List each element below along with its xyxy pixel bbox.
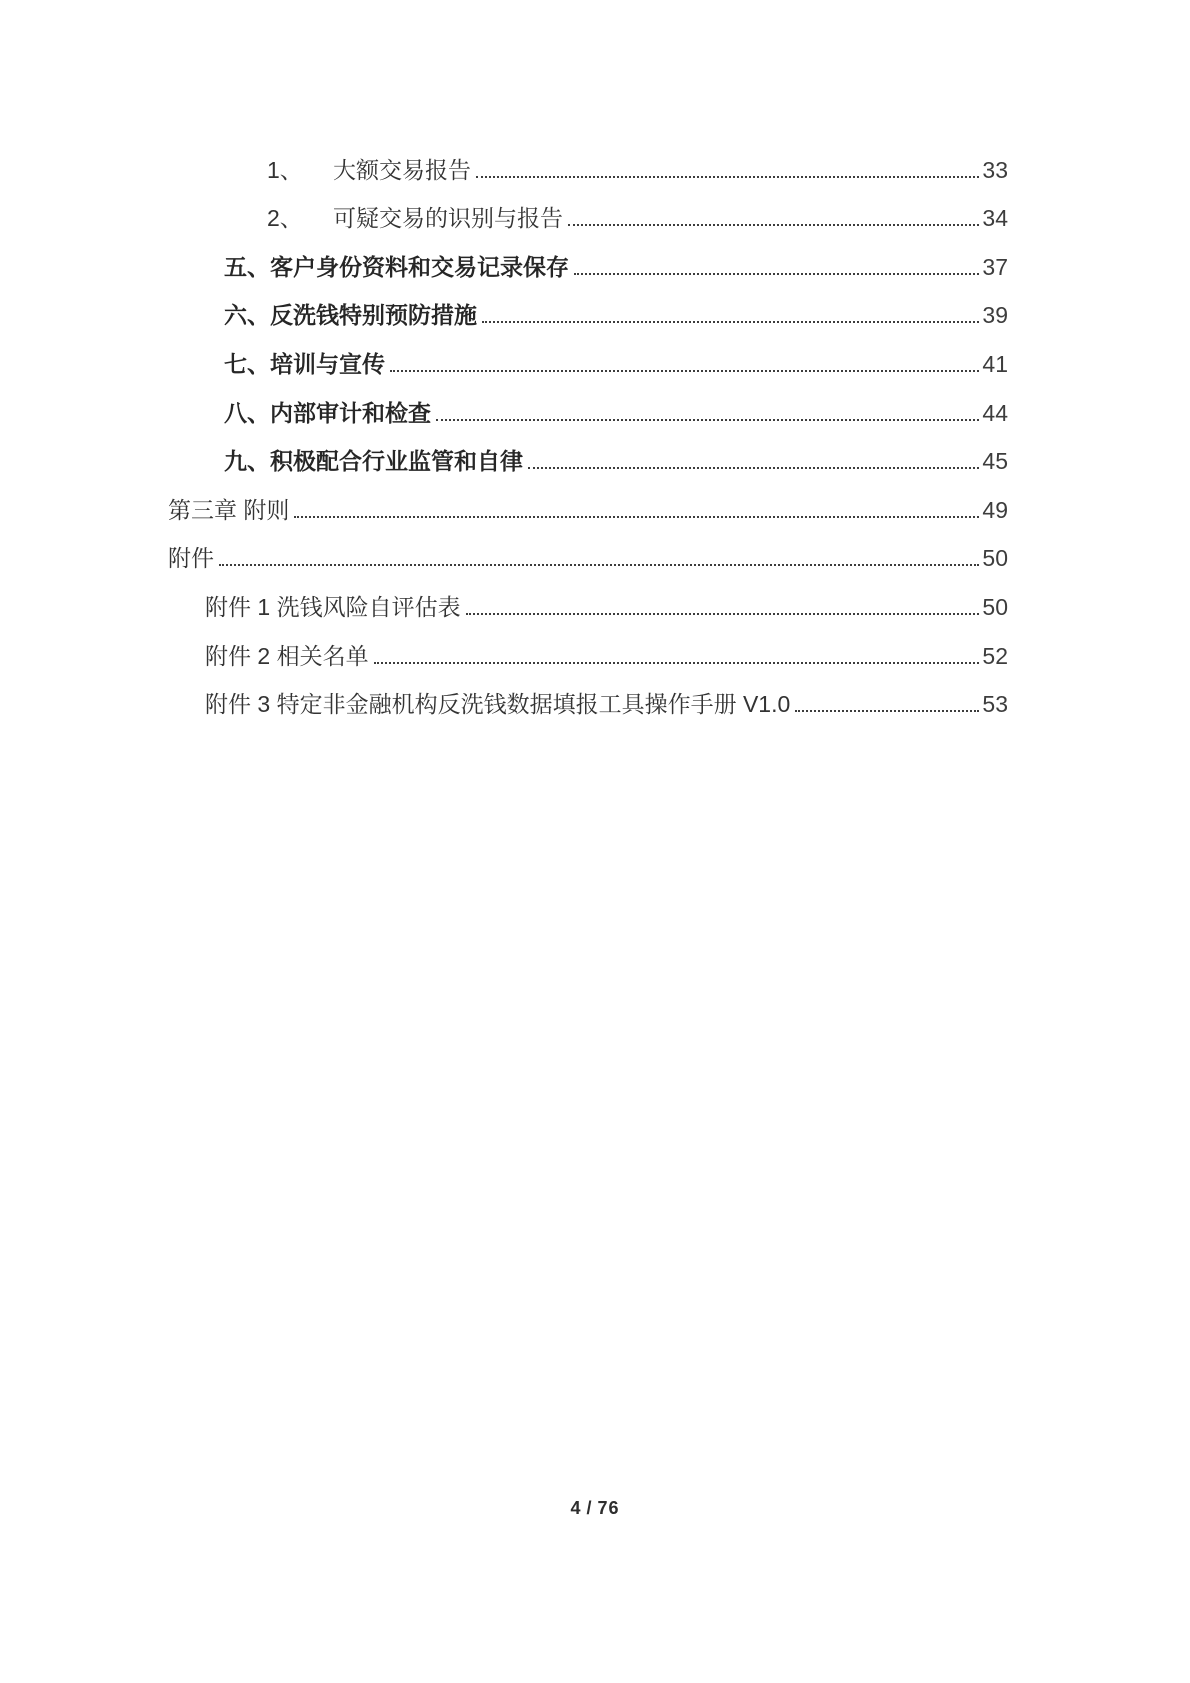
dot-leader: [294, 516, 979, 518]
toc-entry-page: 45: [982, 448, 1008, 475]
toc-entry-label: 七、培训与宣传: [224, 350, 385, 377]
toc-entry-label: 附件 2 相关名单: [205, 642, 369, 669]
page-footer: [0, 1498, 1190, 1519]
dot-leader: [219, 564, 979, 566]
toc-entry-page: 52: [982, 642, 1008, 669]
toc-entry-number: 2、: [267, 205, 303, 232]
toc-entry-page: 49: [982, 496, 1008, 523]
footer-total-pages: 76: [597, 1498, 620, 1518]
toc-entry[interactable]: [168, 428, 1008, 477]
dot-leader: [528, 467, 979, 469]
toc-entry[interactable]: [168, 185, 1008, 234]
footer-current-page: 4: [570, 1498, 582, 1518]
toc-entry[interactable]: [168, 330, 1008, 379]
toc-entry-label: 九、积极配合行业监管和自律: [224, 448, 523, 475]
dot-leader: [574, 273, 979, 275]
toc-entry[interactable]: [168, 233, 1008, 282]
toc-entry-label: 六、反洗钱特别预防措施: [224, 302, 477, 329]
dot-leader: [795, 710, 979, 712]
toc-entry-label: 第三章 附则: [168, 496, 290, 523]
footer-separator: /: [586, 1498, 593, 1518]
toc-entry-page: 34: [982, 205, 1008, 232]
toc-entry[interactable]: [168, 282, 1008, 331]
toc-entry-label: 五、客户身份资料和交易记录保存: [224, 253, 569, 280]
toc-entry[interactable]: [168, 379, 1008, 428]
toc-entry-page: 39: [982, 302, 1008, 329]
toc-entry[interactable]: [168, 671, 1008, 720]
toc-entry-page: 50: [982, 545, 1008, 572]
toc-entry[interactable]: [168, 136, 1008, 185]
toc-entry-label: 附件: [168, 545, 214, 572]
dot-leader: [436, 419, 979, 421]
dot-leader: [476, 176, 979, 178]
toc-entry-page: 44: [982, 399, 1008, 426]
table-of-contents: [168, 136, 1008, 719]
dot-leader: [482, 321, 979, 323]
toc-entry-label: 八、内部审计和检查: [224, 399, 431, 426]
toc-entry-page: 37: [982, 253, 1008, 280]
toc-entry[interactable]: [168, 476, 1008, 525]
toc-entry[interactable]: [168, 525, 1008, 574]
toc-entry-page: 33: [982, 156, 1008, 183]
toc-entry[interactable]: [168, 573, 1008, 622]
dot-leader: [568, 224, 979, 226]
dot-leader: [466, 613, 980, 615]
toc-entry-label: 可疑交易的识别与报告: [333, 205, 563, 232]
toc-entry-page: 53: [982, 691, 1008, 718]
toc-entry-label: 附件 3 特定非金融机构反洗钱数据填报工具操作手册 V1.0: [205, 691, 791, 718]
toc-entry-label: 大额交易报告: [333, 156, 471, 183]
toc-entry-page: 50: [982, 593, 1008, 620]
toc-entry-number: 1、: [267, 156, 303, 183]
dot-leader: [374, 662, 980, 664]
toc-entry-label: 附件 1 洗钱风险自评估表: [205, 593, 461, 620]
toc-entry[interactable]: [168, 622, 1008, 671]
dot-leader: [390, 370, 979, 372]
toc-entry-page: 41: [982, 350, 1008, 377]
